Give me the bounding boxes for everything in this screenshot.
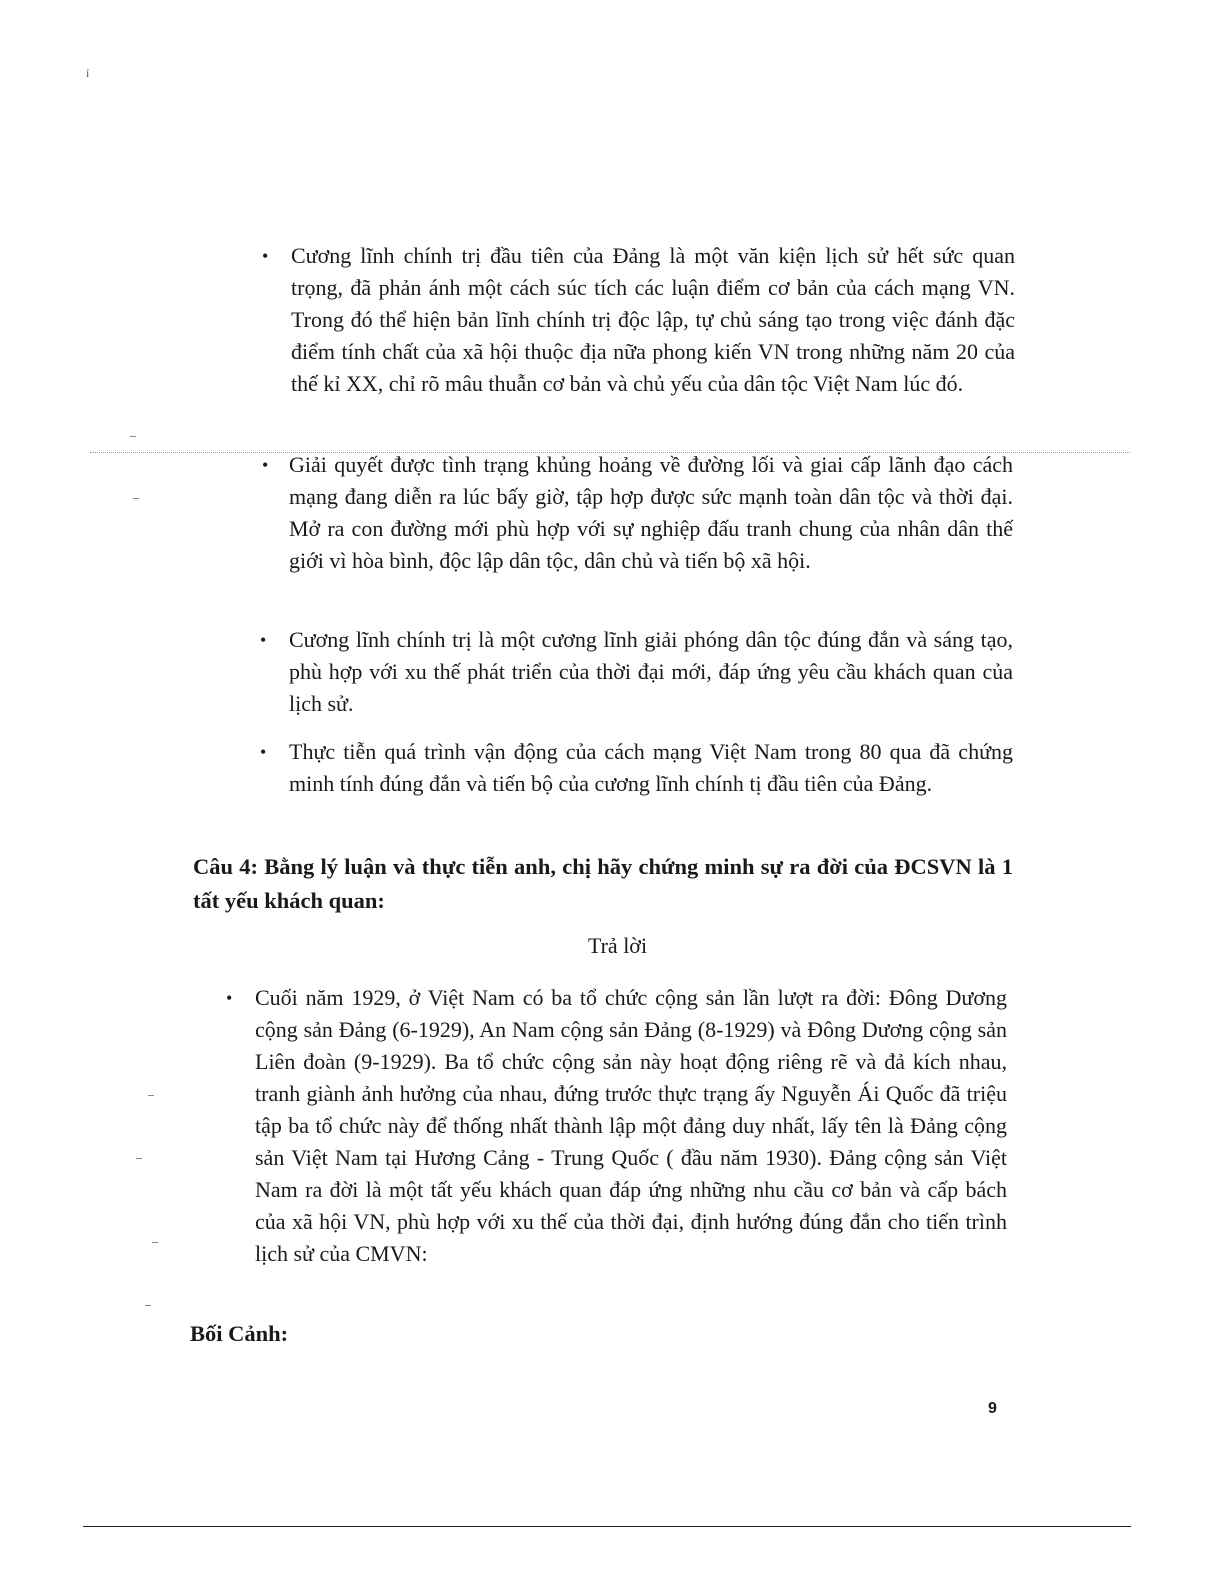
list-item: Cương lĩnh chính trị đầu tiên của Đảng là một văn kiện lịch sử hết sức quan trọng, đã phản ánh một cách súc tích các luận điểm cơ bản của cách mạng VN. Trong đó thể hiện bản lĩnh chính trị độc lập, tự chủ sáng tạo trong việc đánh đặc điểm tính chất của xã hội thuộc địa nữa phong kiến VN trong những năm 20 của thế kỉ XX, chỉ rõ mâu thuẫn cơ bản và chủ yếu của dân tộc Việt Nam lúc đó.: [291, 243, 1015, 396]
section-title: Bối Cảnh:: [190, 1321, 289, 1346]
margin-tick: [130, 436, 136, 437]
list-item: Cuối năm 1929, ở Việt Nam có ba tổ chức cộng sản lần lượt ra đời: Đông Dương cộng sản Đảng (6-1929), An Nam cộng sản Đảng (8-1929) và Đông Dương cộng sản Liên đoàn (9-1929). Ba tổ chức cộng sản này hoạt động riêng rẽ và đả kích nhau, tranh giành ảnh hưởng của nhau, đứng trước thực trạng ấy Nguyễn Ái Quốc đã triệu tập ba tổ chức này để thống nhất thành lập một đảng duy nhất, lấy tên là Đảng cộng sản Việt Nam tại Hương Cảng - Trung Quốc ( đầu năm 1930). Đảng cộng sản Việt Nam ra đời là một tất yếu khách quan đáp ứng những nhu cầu cơ bản và cấp bách của xã hội VN, phù hợp với xu thế của thời đại, định hướng đúng đắn cho tiến trình lịch sử của CMVN:: [255, 985, 1007, 1266]
list-item: Cương lĩnh chính trị là một cương lĩnh giải phóng dân tộc đúng đắn và sáng tạo, phù hợp với xu thế phát triển của thời đại mới, đáp ứng yêu cầu khách quan của lịch sử.: [289, 627, 1013, 716]
bullet-marker: •: [262, 455, 269, 475]
margin-tick: [148, 1095, 154, 1096]
margin-tick: [133, 498, 139, 499]
list-item: Giải quyết được tình trạng khủng hoảng về đường lối và giai cấp lãnh đạo cách mạng đang diễn ra lúc bấy giờ, tập hợp được sức mạnh toàn dân tộc và thời đại. Mở ra con đường mới phù hợp với sự nghiệp đấu tranh chung của nhân dân thế giới vì hòa bình, độc lập dân tộc, dân chủ và tiến bộ xã hội.: [289, 452, 1013, 573]
scan-mark: ỉ: [86, 66, 90, 80]
question-heading: Câu 4: Bằng lý luận và thực tiễn anh, chị hãy chứng minh sự ra đời của ĐCSVN là 1 tất yếu khách quan:: [193, 854, 1013, 913]
margin-tick: [152, 1242, 158, 1243]
margin-tick: [136, 1158, 142, 1159]
page-number: 9: [988, 1400, 997, 1417]
answer-heading: Trả lời: [587, 933, 648, 958]
bullet-marker: •: [260, 630, 267, 650]
footer-rule: [83, 1526, 1131, 1527]
margin-tick: [145, 1305, 151, 1306]
list-item: Thực tiễn quá trình vận động của cách mạng Việt Nam trong 80 qua đã chứng minh tính đúng đắn và tiến bộ của cương lĩnh chính tị đầu tiên của Đảng.: [289, 739, 1013, 796]
bullet-marker: •: [226, 988, 233, 1008]
bullet-marker: •: [262, 246, 269, 266]
bullet-marker: •: [260, 742, 267, 762]
